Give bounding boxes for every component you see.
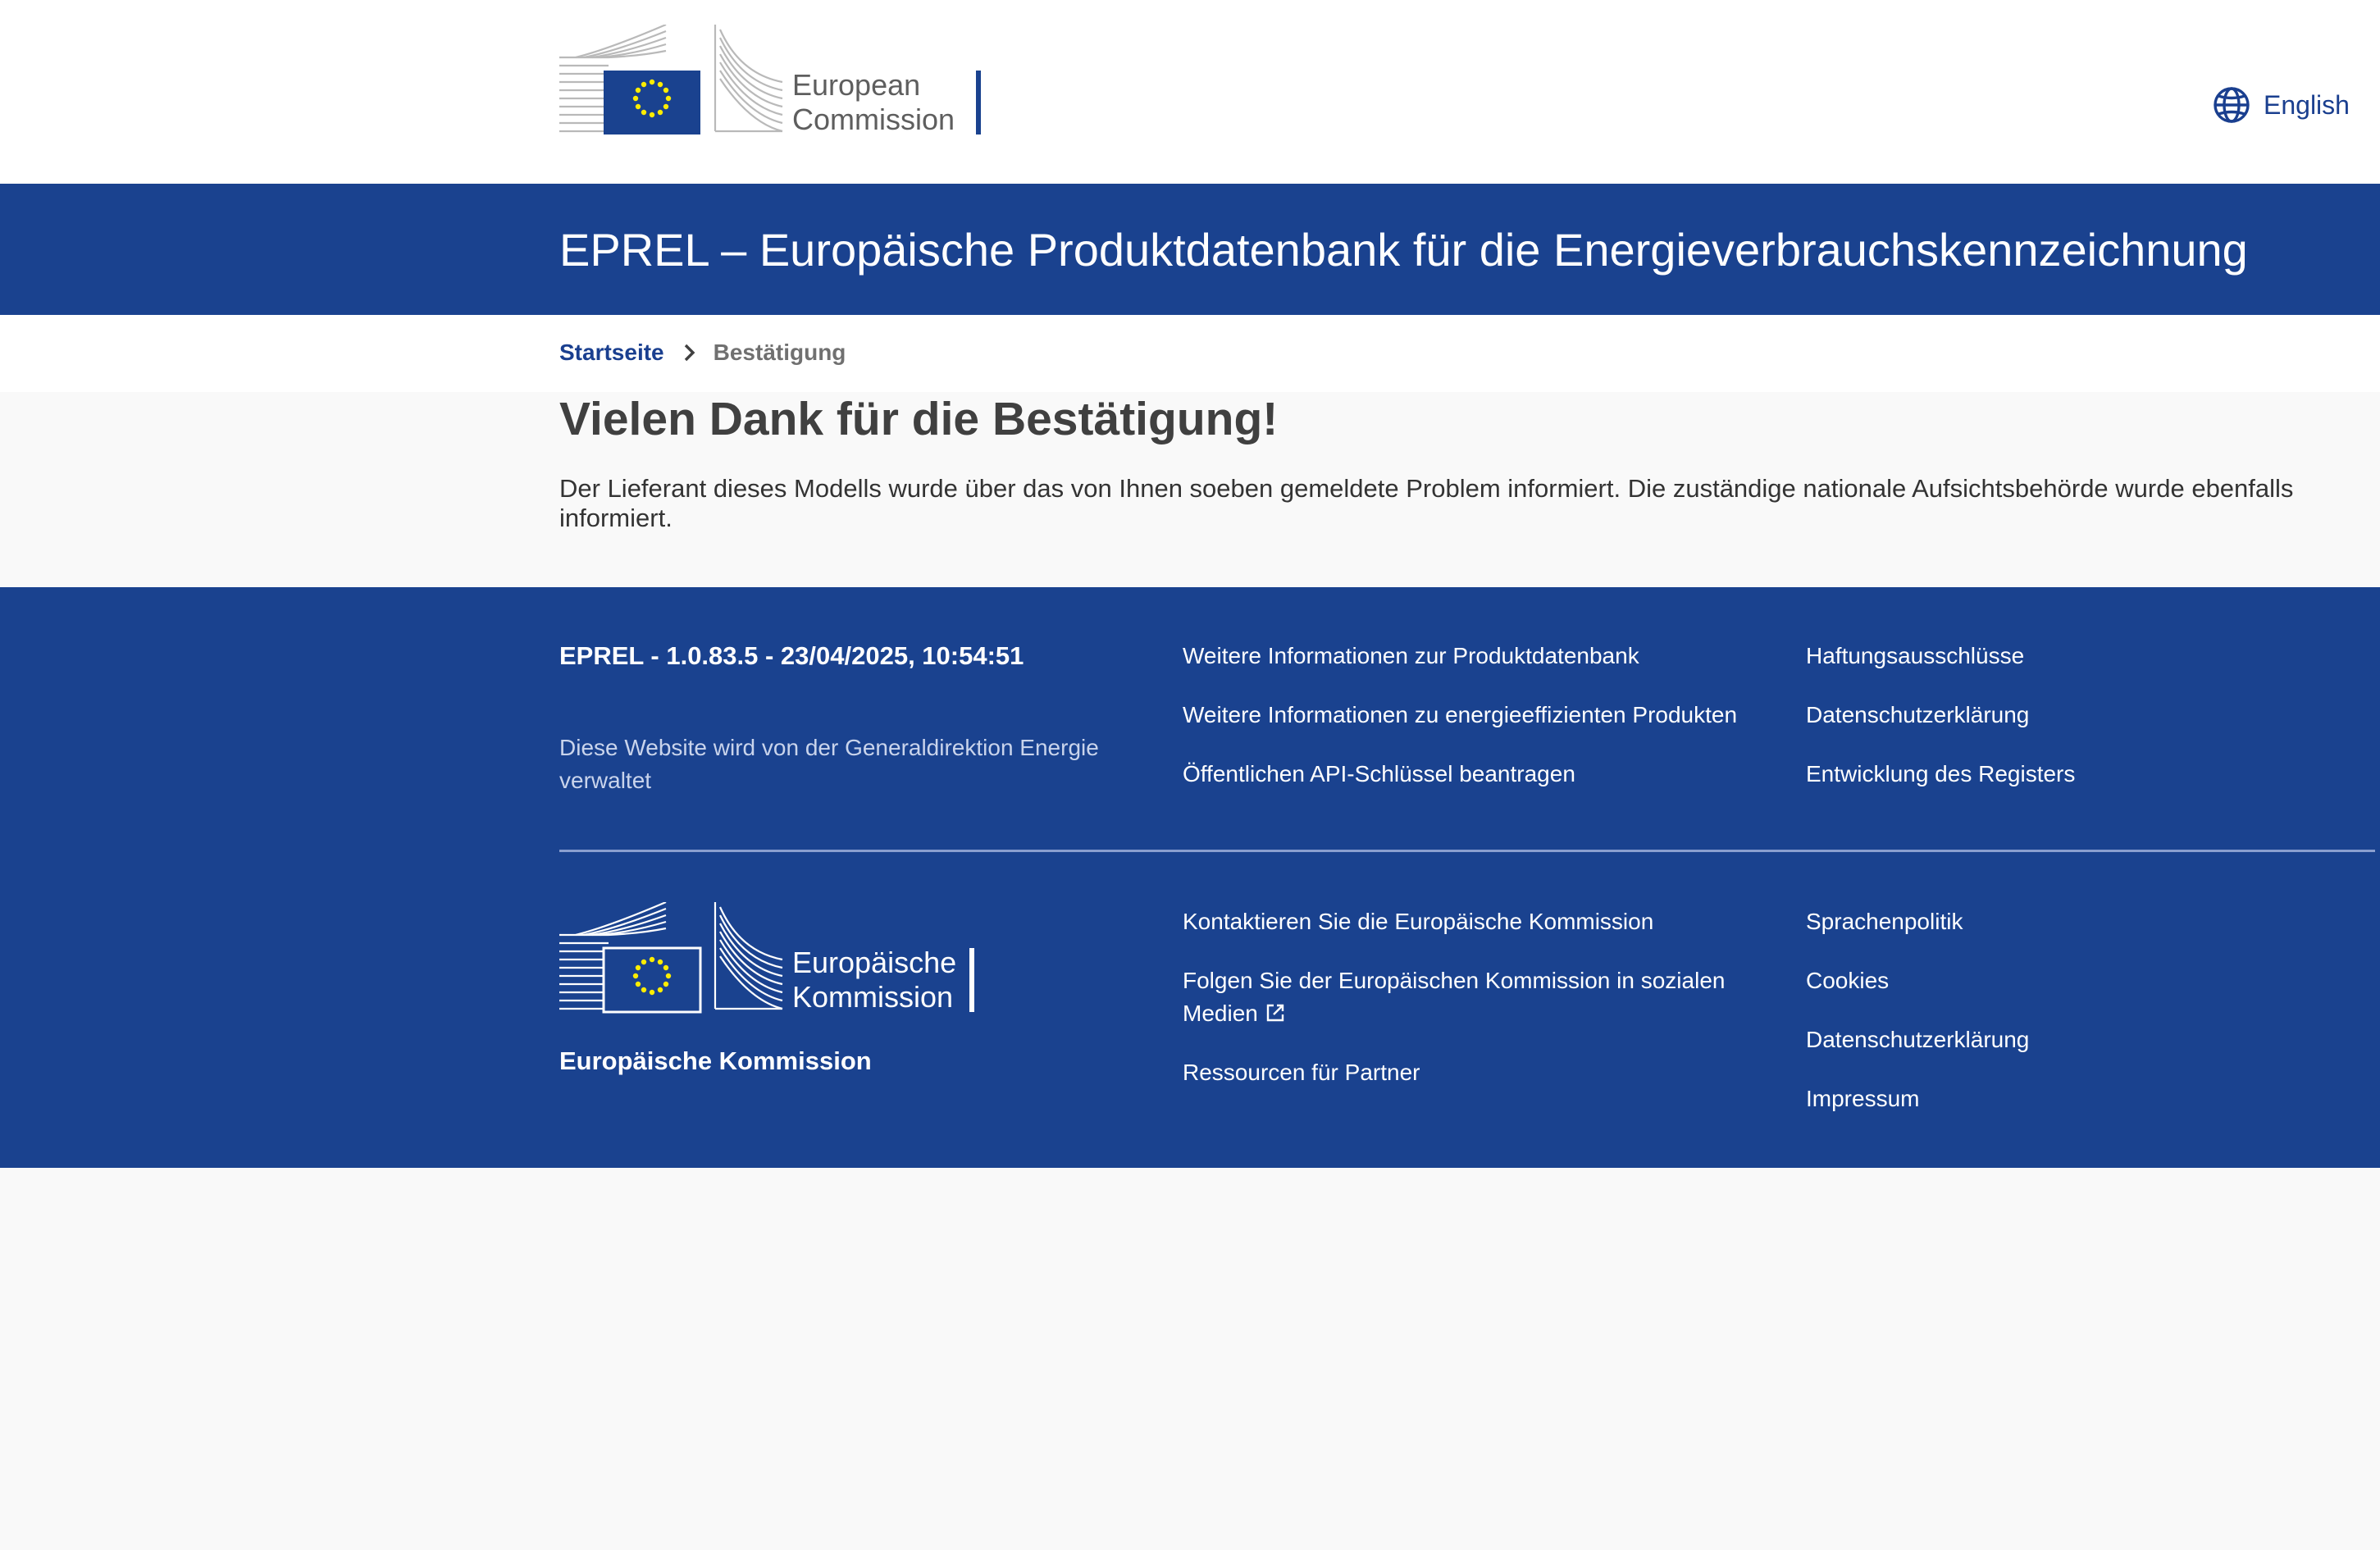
breadcrumb-home-link[interactable]: Startseite [559, 340, 664, 365]
footer-links-legal [1806, 640, 2075, 817]
language-switcher[interactable] [2213, 82, 2350, 128]
site-title: EPREL – Europäische Produktdatenbank für die Energieverbrauchskennzeichnung [559, 224, 2248, 276]
footer-link-disclaimers[interactable]: Haftungsausschlüsse [1806, 643, 2025, 668]
footer-link-social-media-label: Folgen Sie der Europäischen Kommission in sozialen Medien [1183, 968, 1726, 1026]
footer-org-name: Europäische Kommission [559, 1046, 872, 1075]
external-link-icon [1265, 1002, 1286, 1023]
breadcrumb-bar [0, 315, 2380, 392]
site-title-band [0, 184, 2380, 315]
footer-link-social-media[interactable] [1183, 964, 1757, 1030]
confirmation-message: Der Lieferant dieses Modells wurde über das von Ihnen soeben gemeldete Problem informiert. Die zuständige nationale Aufsichtsbehörde wurde ebenfalls informiert. [559, 474, 2294, 532]
footer-link-api-key[interactable]: Öffentlichen API-Schlüssel beantragen [1183, 761, 1575, 786]
footer-links-info [1183, 640, 1737, 817]
footer-links-contact [1183, 905, 1757, 1115]
language-label[interactable]: English [2264, 89, 2350, 120]
footer-divider [559, 850, 2375, 852]
logo-text-europaeische: Europäische [792, 946, 957, 979]
footer-link-partner-resources[interactable]: Ressourcen für Partner [1183, 1060, 1420, 1085]
footer-link-imprint[interactable]: Impressum [1806, 1086, 1920, 1111]
footer-link-registry-development[interactable]: Entwicklung des Registers [1806, 761, 2076, 786]
breadcrumb-current: Bestätigung [713, 340, 846, 365]
footer-link-cookies[interactable]: Cookies [1806, 968, 1890, 993]
site-footer [0, 587, 2380, 1168]
logo-text-commission: Commission [792, 103, 955, 136]
chevron-right-icon [681, 341, 699, 364]
logo-text-european: European [792, 68, 921, 102]
footer-link-energy-efficient-products[interactable]: Weitere Informationen zu energieeffizienten Produkten [1183, 702, 1738, 727]
european-commission-logo-white[interactable] [559, 902, 986, 1017]
managed-by-text: Diese Website wird von der Generaldirektion Energie verwaltet [559, 735, 1099, 793]
footer-link-privacy[interactable]: Datenschutzerklärung [1806, 702, 2030, 727]
footer-link-language-policy[interactable]: Sprachenpolitik [1806, 909, 1963, 934]
footer-link-privacy-statement[interactable]: Datenschutzerklärung [1806, 1027, 2030, 1052]
footer-link-contact-commission[interactable]: Kontaktieren Sie die Europäische Kommission [1183, 909, 1654, 934]
european-commission-logo[interactable] [559, 25, 986, 139]
footer-link-product-database-info[interactable]: Weitere Informationen zur Produktdatenbank [1183, 643, 1639, 668]
footer-links-policies [1806, 905, 2029, 1142]
globe-icon [2213, 86, 2250, 124]
breadcrumb [559, 340, 846, 366]
logo-text-kommission: Kommission [792, 980, 954, 1014]
page-heading: Vielen Dank für die Bestätigung! [559, 393, 1279, 445]
site-header [0, 0, 2380, 184]
version-info: EPREL - 1.0.83.5 - 23/04/2025, 10:54:51 [559, 641, 1024, 670]
